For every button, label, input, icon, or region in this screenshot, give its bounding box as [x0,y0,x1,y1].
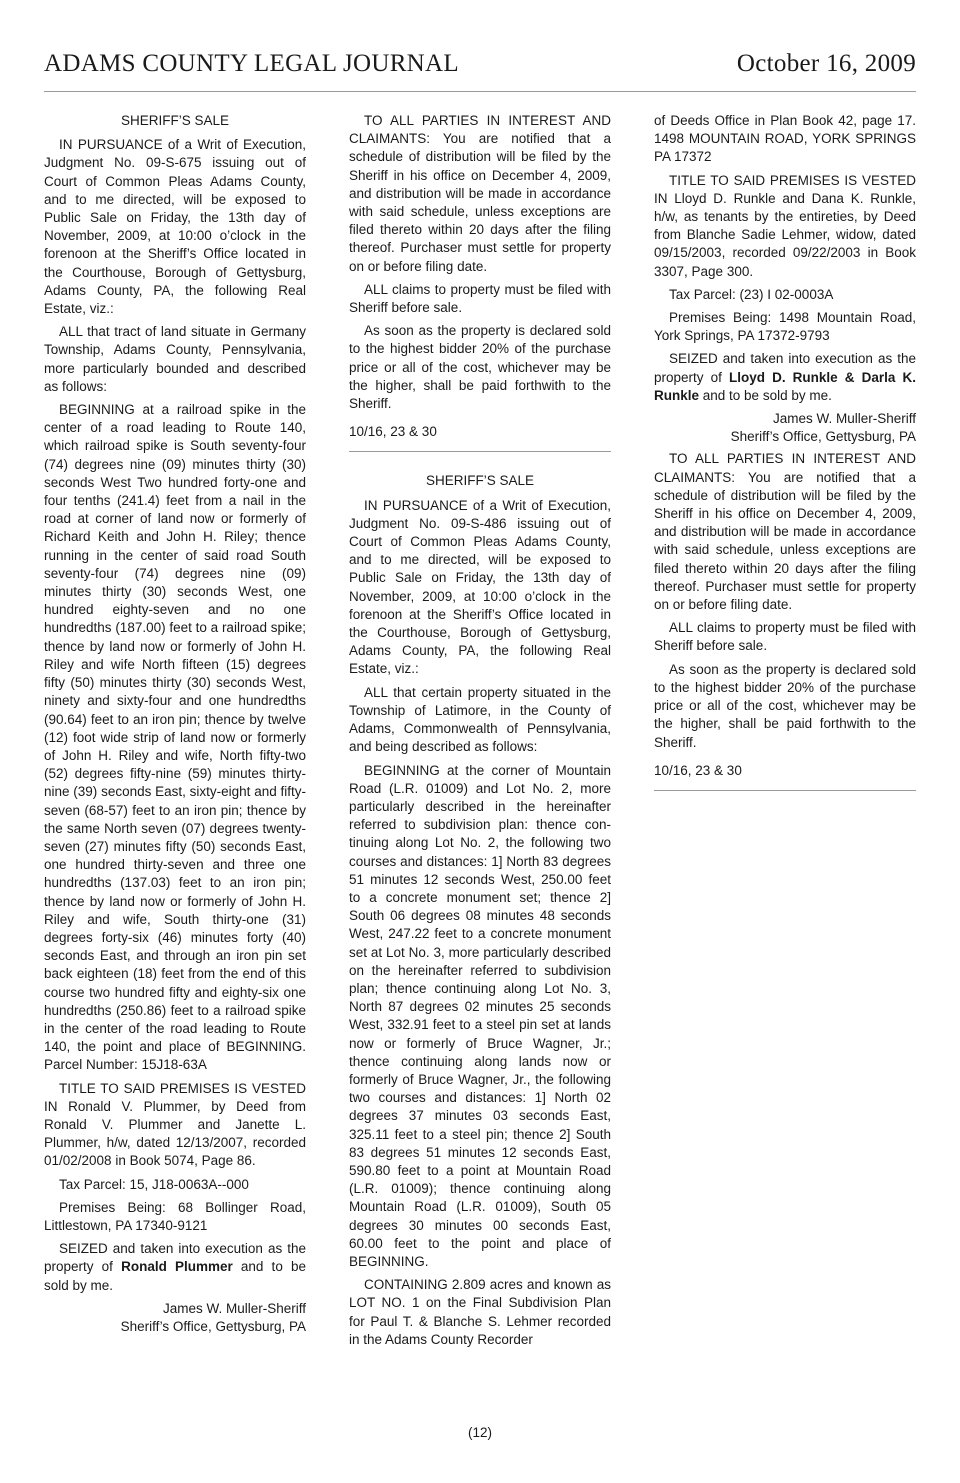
writ-paragraph: IN PURSUANCE of a Writ of Execution, Judgment No. 09-S-675 issuing out of Court of Common Pleas Adams County, and to me directed, will be exposed to Public Sale on Friday, the 13th day of November, 2009, at 10:00 o’clock in the forenoon at the Sheriff’s Office located in the Courthouse, Borough of Gettysburg, Adams County, PA, the following Real Estate, viz.: [44,137,306,317]
column-3 [654,112,916,811]
publication-dates: 10/16, 23 & 30 [654,762,742,778]
defendant-name: Lloyd D. Runkle & Darla K. Runkle [654,369,916,403]
page-number: (12) [467,1425,492,1440]
section-divider [654,790,916,791]
boundary-description: BEGINNING at the corner of Mountain Road (L.R. 01009) and Lot No. 2, more particularly described in the hereinafter referred to subdivision plan: thence continuing along Lot No. 2, the following two courses and distances: 1] North 83 degrees 51 minutes 12 seconds West, 250.00 feet to a concrete monument set; thence 2] South 06 degrees 08 minutes 48 seconds West, 247.22 feet to a concrete monument set at Lot No. 3, more particularly described on the hereinafter referred to subdivision plan; thence continuing along Lot No. 3, North 87 degrees 02 minutes 25 seconds West, 332.91 feet to a steel pin set at lands now or formerly of Bruce Wagner, Jr.; thence continuing along lands now or formerly of Bruce Wagner, Jr., the following two courses and distances: 1] North 02 degrees 37 minutes 03 seconds East, 325.11 feet to a steel pin; thence 2] South 83 degrees 51 minutes 12 seconds East, 590.80 feet to a point at Mountain Road (L.R. 01009); thence continuing along Mountain Road (L.R. 01009), South 05 degrees 30 minutes 00 seconds East, 60.00 feet to the point and place of BEGINNING. [349,762,611,1269]
seizure-text: SEIZED and taken into execution as the property of [44,1241,306,1275]
claimants-notice: TO ALL PARTIES IN INTEREST AND CLAIMANTS: You are notified that a schedule of distribution will be filed by the Sheriff in his office on December 4, 2009, and distribution will be made in accordance with said schedule, unless exceptions are filed thereto within 20 days after the filing thereof. Purchaser must settle for property on or before filing date. [654,451,916,613]
tax-parcel: Tax Parcel: (23) I 02-0003A [669,286,834,302]
seizure-statement [44,1240,306,1295]
premises-address: Premises Being: 68 Bollinger Road, Littlestown, PA 17340-9121 [44,1199,306,1233]
defendant-name: Ronald Plummer [121,1259,233,1275]
signature-name: James W. Muller-Sheriff [772,411,916,427]
signature-office: Sheriff’s Office, Gettysburg, PA [120,1319,306,1334]
sale-heading: SHERIFF’S SALE [120,113,230,128]
masthead [44,50,916,78]
signature-name: James W. Muller-Sheriff [162,1300,306,1316]
seizure-text: SEIZED and taken into execution as the property of [654,351,916,385]
premises-address: Premises Being: 1498 Mountain Road, York Springs, PA 17372-9793 [654,310,916,344]
header-rule [44,91,916,92]
column-1 [44,112,306,1340]
containing-acreage: CONTAINING 2.809 acres and known as LOT NO. 1 on the Final Subdivision Plan for Paul T. & Blanche S. Lehmer recorded in the Adams County Recorder [349,1277,611,1347]
writ-paragraph: IN PURSUANCE of a Writ of Execution, Judgment No. 09-S-486 issuing out of Court of Common Pleas Adams County, and to me directed, will be exposed to Public Sale on Friday, the 13th day of November, 2009, at 10:00 o’clock in the forenoon at the Sheriff’s Office located in the Courthouse, Borough of Gettysburg, Adams County, PA, the following Real Estate, viz.: [349,497,611,677]
property-intro: ALL that certain property situated in the Township of Latimore, in the County of Adams, Commonwealth of Pennsylvania, and being described as follows: [349,684,611,755]
claims-notice: ALL claims to property must be filed with Sheriff before sale. [349,281,611,316]
claims-notice: ALL claims to property must be filed with Sheriff before sale. [654,620,916,654]
column-2 [349,112,611,1354]
sale-heading: SHERIFF’S SALE [425,473,535,489]
title-vesting: TITLE TO SAID PREMISES IS VESTED IN Ronald V. Plummer, by Deed from Ronald V. Plummer and Janette L. Plummer, h/w, dated 12/13/2007, recorded 01/02/2008 in Book 5074, Page 86. [44,1080,306,1169]
journal-title: ADAMS COUNTY LEGAL JOURNAL [44,50,459,77]
payment-terms: As soon as the property is declared sold to the highest bidder 20% of the purchase price or all of the cost, whichever may be the higher, shall be paid forthwith to the Sheriff. [349,323,611,412]
tax-parcel: Tax Parcel: 15, J18-0063A--000 [59,1176,249,1192]
title-vesting: TITLE TO SAID PREMISES IS VESTED IN Lloyd D. Runkle and Dana K. Runkle, h/w, as tenants by the entireties, by Deed from Blanche Sadie Lehmer, widow, dated 09/15/2003, recorded 09/22/2003 in Book 3307, Page 300. [654,172,916,279]
property-intro: ALL that tract of land situate in Germany Township, Adams County, Pennsylvania, more particularly bounded and described as follows: [44,324,306,394]
seizure-statement [654,350,916,405]
boundary-description: BEGINNING at a railroad spike in the center of a road leading to Route 140, which railroad spike is South seventy-four (74) degrees nine (09) minutes thirty (30) seconds West Two hundred forty-one and four tenths (241.4) feet from a nail in the road at corner of land now or formerly of Richard Keith and John H. Riley; thence running in the center of said road South seventy-four (74) degrees nine (09) minutes thirty (30) seconds West, one hundred eighty-seven and no one hundredths (187.00) feet to a railroad spike; thence by land now or formerly of John H. Riley and wife North fifteen (15) degrees fifty (50) minutes thirty (30) seconds West, ninety and sixty-four and one hundredths (90.64) feet to an iron pin; thence by twelve (12) foot wide strip of land now or formerly of John H. Riley and wife, North fifty-two (52) degrees fifty-nine (59) minutes thirty-nine (39) seconds East, sixty-eight and fifty-seven (68-57) feet to an iron pin; thence by the same North seven (07) degrees twenty-seven (27) minutes fifty (50) seconds East, one hundred thirty-seven and three one hundredths (137.03) feet to an iron pin; thence by land now or formerly of John H. Riley and wife, South thirty-one (31) degrees forty-six (46) minutes forty (40) seconds East, and through an iron pin set back eighteen (18) feet from the end of this course two hundred fifty and eighty-six one hundredths (250.86) feet to a railroad spike in the center of the road leading to Route 140, the point and place of BEGINNING. Parcel Number: 15J18-63A [44,402,306,1073]
seizure-text-end: and to be sold by me. [699,387,832,403]
deed-reference: of Deeds Office in Plan Book 42, page 17. 1498 MOUNTAIN ROAD, YORK SPRINGS PA 17372 [654,113,916,165]
seizure-text-end: and to be sold by me. [44,1259,306,1293]
signature-office: Sheriff’s Office, Gettysburg, PA [730,429,916,445]
section-divider [349,451,611,452]
issue-date: October 16, 2009 [736,50,916,77]
publication-dates: 10/16, 23 & 30 [349,424,437,440]
claimants-notice: TO ALL PARTIES IN INTEREST AND CLAIMANTS: You are notified that a schedule of distribution will be filed by the Sheriff in his office on December 4, 2009, and distribution will be made in accordance with said schedule, unless exceptions are filed thereto within 20 days after the filing thereof. Purchaser must settle for property on or before filing date. [349,113,611,274]
payment-terms: As soon as the property is declared sold to the highest bidder 20% of the purchase price or all of the cost, whichever may be the higher, shall be paid forthwith to the Sheriff. [654,661,916,750]
